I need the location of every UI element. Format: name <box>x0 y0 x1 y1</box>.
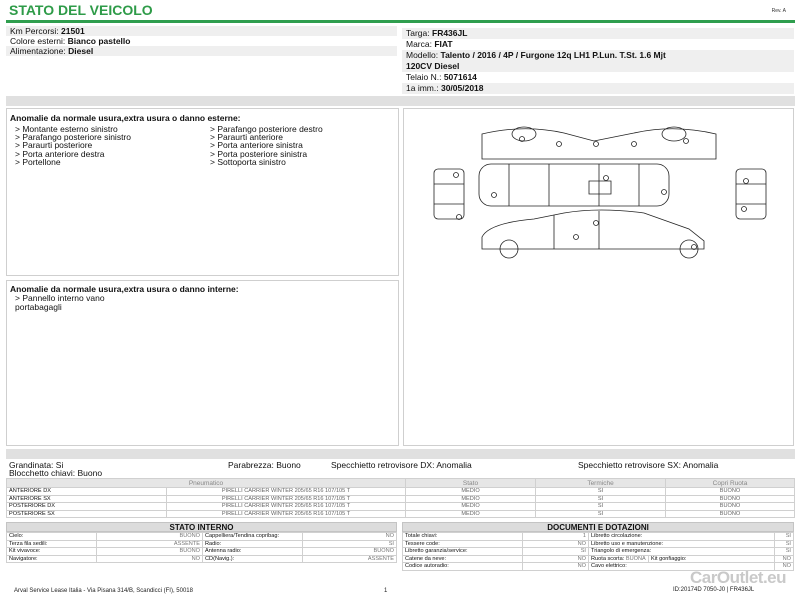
damage-marker <box>454 173 459 178</box>
telaio-label: Telaio N.: <box>406 72 442 82</box>
fuel-label: Alimentazione: <box>10 46 66 56</box>
revision-label: Rev. A <box>771 8 786 14</box>
damage-marker <box>742 207 747 212</box>
damage-marker <box>492 193 497 198</box>
damage-item: > Pannello interno vano <box>15 293 105 303</box>
car-rear-outline <box>736 169 766 219</box>
color-row <box>6 36 397 46</box>
footer-doc-id: ID:20174D 7050-J0 | FR436JL <box>673 587 755 593</box>
marca-label: Marca: <box>406 39 432 49</box>
external-damage-title: Anomalie da normale usura,extra usura o danno esterne: <box>10 113 241 123</box>
documents-title: DOCUMENTI E DOTAZIONI <box>402 522 794 532</box>
damage-markers <box>454 137 749 250</box>
telaio-row <box>402 72 794 83</box>
page-title: STATO DEL VEICOLO <box>9 2 153 18</box>
vehicle-info-left <box>6 26 397 56</box>
damage-item: > Parafango posteriore sinistro <box>15 132 131 143</box>
targa-label: Targa: <box>406 28 430 38</box>
tyre-col-header: Termiche <box>536 479 666 488</box>
damage-item: > Montante esterno sinistro <box>15 124 118 134</box>
damage-marker <box>574 235 579 240</box>
telaio-value: 5071614 <box>443 72 477 82</box>
table-row: Catene da neve: NO Ruota scorta: BUONA Kit gonfiaggio: NO <box>403 555 794 563</box>
imm-value: 30/05/2018 <box>440 83 484 93</box>
damage-item: > Porta anteriore destra <box>15 148 105 159</box>
modello-value-1: Talento / 2016 / 4P / Furgone 12q LH1 P.Lun. T.St. 1.6 Mjt <box>440 50 666 60</box>
vehicle-info-right <box>402 28 794 94</box>
internal-damage-box <box>6 280 399 446</box>
imm-label: 1a imm.: <box>406 83 439 93</box>
damage-marker <box>662 190 667 195</box>
targa-row <box>402 28 794 39</box>
modello-label: Modello: <box>406 50 439 60</box>
tyre-col-header: Pneumatico <box>7 479 406 488</box>
car-front-outline <box>434 169 464 219</box>
km-value: 21501 <box>61 26 85 36</box>
car-damage-diagram <box>404 119 795 269</box>
car-top-outline <box>482 127 716 159</box>
table-row: Codice autoradio: NO Cavo elettrico: NO <box>403 563 794 571</box>
table-row: ANTERIORE SX PIRELLI CARRIER WINTER 205/65 R16 107/105 T MEDIO SI BUONO <box>7 495 795 503</box>
damage-marker <box>632 142 637 147</box>
table-row: Navigatore: NO CD(Navig.): ASSENTE <box>7 555 397 563</box>
table-row: Terza fila sedili: ASSENTE Radio: SI <box>7 540 397 548</box>
car-diagram-box <box>403 108 794 446</box>
modello-value-2: 120CV Diesel <box>406 61 460 71</box>
damage-item: portabagagli <box>15 301 62 312</box>
table-row: POSTERIORE DX PIRELLI CARRIER WINTER 205/65 R16 107/105 T MEDIO SI BUONO <box>7 503 795 511</box>
car-plan-outline <box>479 164 669 206</box>
km-label: Km Percorsi: <box>10 26 59 36</box>
table-row: Cielo: BUONO Cappelliera/Tendina copribag: NO <box>7 533 397 541</box>
damage-item: > Parafango posteriore destro <box>210 124 323 134</box>
specchietto-dx: Specchietto retrovisore DX: Anomalia <box>331 460 472 470</box>
damage-marker <box>594 221 599 226</box>
external-damage-col1 <box>15 125 131 166</box>
damage-marker <box>744 179 749 184</box>
table-row: Totale chiavi: 1 Libretto circolazione: SI <box>403 533 794 541</box>
tyre-table <box>6 478 795 518</box>
documents-table <box>402 532 794 571</box>
footer-page: 1 <box>384 588 388 594</box>
section-band <box>6 96 795 106</box>
documents-section <box>402 522 794 571</box>
color-value: Bianco pastello <box>67 36 131 46</box>
external-damage-box <box>6 108 399 276</box>
damage-marker <box>604 176 609 181</box>
marca-row <box>402 39 794 50</box>
interior-section <box>6 522 397 563</box>
table-row: Kit vivavoce: BUONO Antenna radio: BUONO <box>7 548 397 556</box>
car-side-outline <box>482 210 704 258</box>
external-damage-col2 <box>210 125 323 166</box>
tyre-col-header: Copri Ruota <box>666 479 795 488</box>
damage-item: > Portellone <box>15 156 61 167</box>
table-row: ANTERIORE DX PIRELLI CARRIER WINTER 205/65 R16 107/105 T MEDIO SI BUONO <box>7 488 795 496</box>
damage-marker <box>557 142 562 147</box>
damage-item: > Paraurti anteriore <box>210 132 283 143</box>
interior-table <box>6 532 397 563</box>
damage-marker <box>594 142 599 147</box>
grandinata: Grandinata: Si <box>9 460 64 470</box>
bloccaggio: Blocchetto chiavi: Buono <box>9 468 103 478</box>
tyre-table-header <box>7 479 795 488</box>
specchietto-sx: Specchietto retrovisore SX: Anomalia <box>578 460 719 470</box>
damage-item: > Paraurti posteriore <box>15 140 93 151</box>
color-label: Colore esterni: <box>10 36 66 46</box>
marca-value: FIAT <box>434 39 453 49</box>
modello-row <box>402 50 794 72</box>
interior-title: STATO INTERNO <box>6 522 397 532</box>
section-band-2 <box>6 449 795 459</box>
table-row: Libretto garanzia/service: SI Triangolo di emergenza: SI <box>403 548 794 556</box>
table-row: POSTERIORE SX PIRELLI CARRIER WINTER 205/65 R16 107/105 T MEDIO SI BUONO <box>7 510 795 518</box>
damage-marker <box>684 139 689 144</box>
footer-company: Arval Service Lease Italia - Via Pisana 314/B, Scandicci (FI), 50018 <box>14 588 193 594</box>
header-divider <box>6 20 795 23</box>
tyre-col-header: Stato <box>406 479 536 488</box>
imm-row <box>402 83 794 94</box>
fuel-row <box>6 46 397 56</box>
table-row: Tessere code: NO Libretto uso e manutenzione: SI <box>403 540 794 548</box>
parabrezza: Parabrezza: Buono <box>228 460 301 470</box>
watermark-logo: CarOutlet.eu <box>690 568 787 587</box>
fuel-value: Diesel <box>68 46 94 56</box>
damage-item: > Sottoporta sinistro <box>210 156 286 167</box>
damage-item: > Porta posteriore sinistra <box>210 148 308 159</box>
internal-damage-list <box>15 294 105 311</box>
internal-damage-title: Anomalie da normale usura,extra usura o danno interne: <box>10 284 239 294</box>
targa-value: FR436JL <box>432 28 468 38</box>
damage-item: > Porta anteriore sinistra <box>210 140 303 151</box>
km-row <box>6 26 397 36</box>
